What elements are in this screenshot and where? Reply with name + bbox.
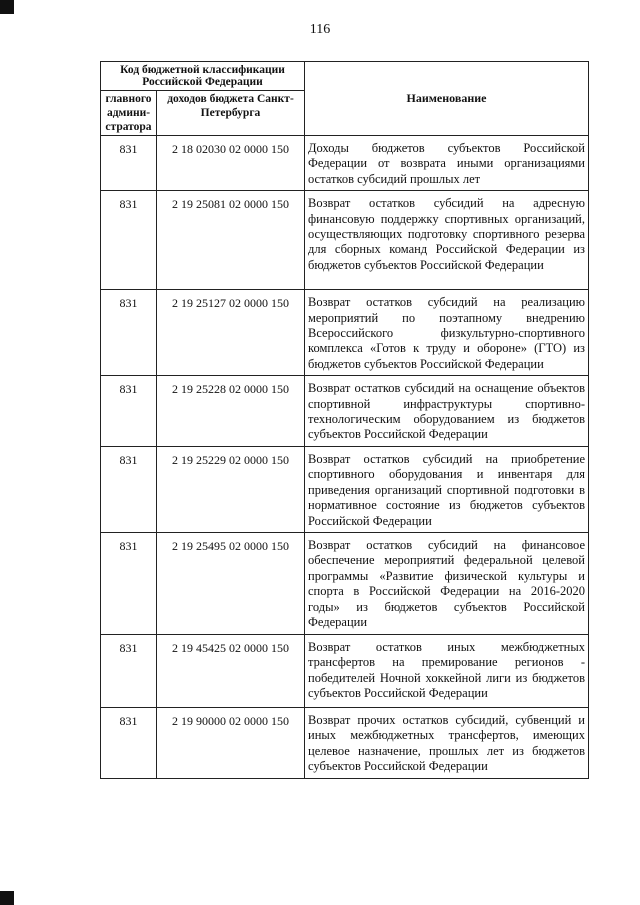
table-row bbox=[101, 634, 589, 707]
page-number: 116 bbox=[309, 22, 331, 37]
header-admin-code: главного админи-стратора bbox=[101, 91, 157, 136]
table-row bbox=[101, 290, 589, 376]
admin-code-cell: 831 bbox=[101, 290, 157, 376]
name-cell: Возврат прочих остатков субсидий, субвенций и иных межбюджетных трансфертов, имеющих целевое назначение, прошлых лет из бюджетов субъектов Российской Федерации bbox=[305, 707, 589, 778]
income-code-cell: 2 18 02030 02 0000 150 bbox=[157, 136, 305, 191]
admin-code-cell: 831 bbox=[101, 376, 157, 447]
name-cell: Возврат остатков субсидий на адресную финансовую поддержку спортивных организаций, осуществляющих подготовку спортивного резерва для сборных команд Российской Федерации из бюджетов субъектов Российской Федерации bbox=[305, 191, 589, 290]
admin-code-cell: 831 bbox=[101, 634, 157, 707]
name-cell: Возврат остатков субсидий на реализацию мероприятий по поэтапному внедрению Всероссийского физкультурно-спортивного комплекса «Готов к труду и обороне» (ГТО) из бюджетов субъектов Российской Федерации bbox=[305, 290, 589, 376]
income-code-cell: 2 19 45425 02 0000 150 bbox=[157, 634, 305, 707]
name-cell: Возврат остатков иных межбюджетных трансфертов на премирование регионов - победителей Ночной хоккейной лиги из бюджетов субъектов Российской Федерации bbox=[305, 634, 589, 707]
income-code-cell: 2 19 90000 02 0000 150 bbox=[157, 707, 305, 778]
table-row bbox=[101, 136, 589, 191]
header-name: Наименование bbox=[305, 62, 589, 136]
name-cell: Возврат остатков субсидий на оснащение объектов спортивной инфраструктуры спортивно-технологическим оборудованием из бюджетов субъектов Российской Федерации bbox=[305, 376, 589, 447]
table-header bbox=[101, 62, 589, 136]
income-code-cell: 2 19 25229 02 0000 150 bbox=[157, 446, 305, 532]
admin-code-cell: 831 bbox=[101, 532, 157, 634]
income-code-cell: 2 19 25228 02 0000 150 bbox=[157, 376, 305, 447]
table-row bbox=[101, 376, 589, 447]
table-row bbox=[101, 191, 589, 290]
admin-code-cell: 831 bbox=[101, 707, 157, 778]
income-code-cell: 2 19 25127 02 0000 150 bbox=[157, 290, 305, 376]
admin-code-cell: 831 bbox=[101, 446, 157, 532]
header-income-code: доходов бюджета Санкт-Петербурга bbox=[157, 91, 305, 136]
scan-corner-top-left bbox=[0, 0, 14, 14]
name-cell: Доходы бюджетов субъектов Российской Федерации от возврата иными организациями остатков субсидий прошлых лет bbox=[305, 136, 589, 191]
income-code-cell: 2 19 25081 02 0000 150 bbox=[157, 191, 305, 290]
table-row bbox=[101, 532, 589, 634]
admin-code-cell: 831 bbox=[101, 136, 157, 191]
admin-code-cell: 831 bbox=[101, 191, 157, 290]
table-body bbox=[101, 136, 589, 779]
name-cell: Возврат остатков субсидий на финансовое обеспечение мероприятий федеральной целевой программы «Развитие физической культуры и спорта в Российской Федерации на 2016-2020 годы» из бюджетов субъектов Российской Федерации bbox=[305, 532, 589, 634]
scan-corner-bottom-left bbox=[0, 891, 14, 905]
table-row bbox=[101, 707, 589, 778]
budget-classification-table bbox=[100, 61, 589, 779]
name-cell: Возврат остатков субсидий на приобретение спортивного оборудования и инвентаря для приведения организаций спортивной подготовки в нормативное состояние из бюджетов субъектов Российской Федерации bbox=[305, 446, 589, 532]
header-group-budget-code: Код бюджетной классификации Российской Федерации bbox=[101, 62, 305, 91]
table-row bbox=[101, 446, 589, 532]
income-code-cell: 2 19 25495 02 0000 150 bbox=[157, 532, 305, 634]
